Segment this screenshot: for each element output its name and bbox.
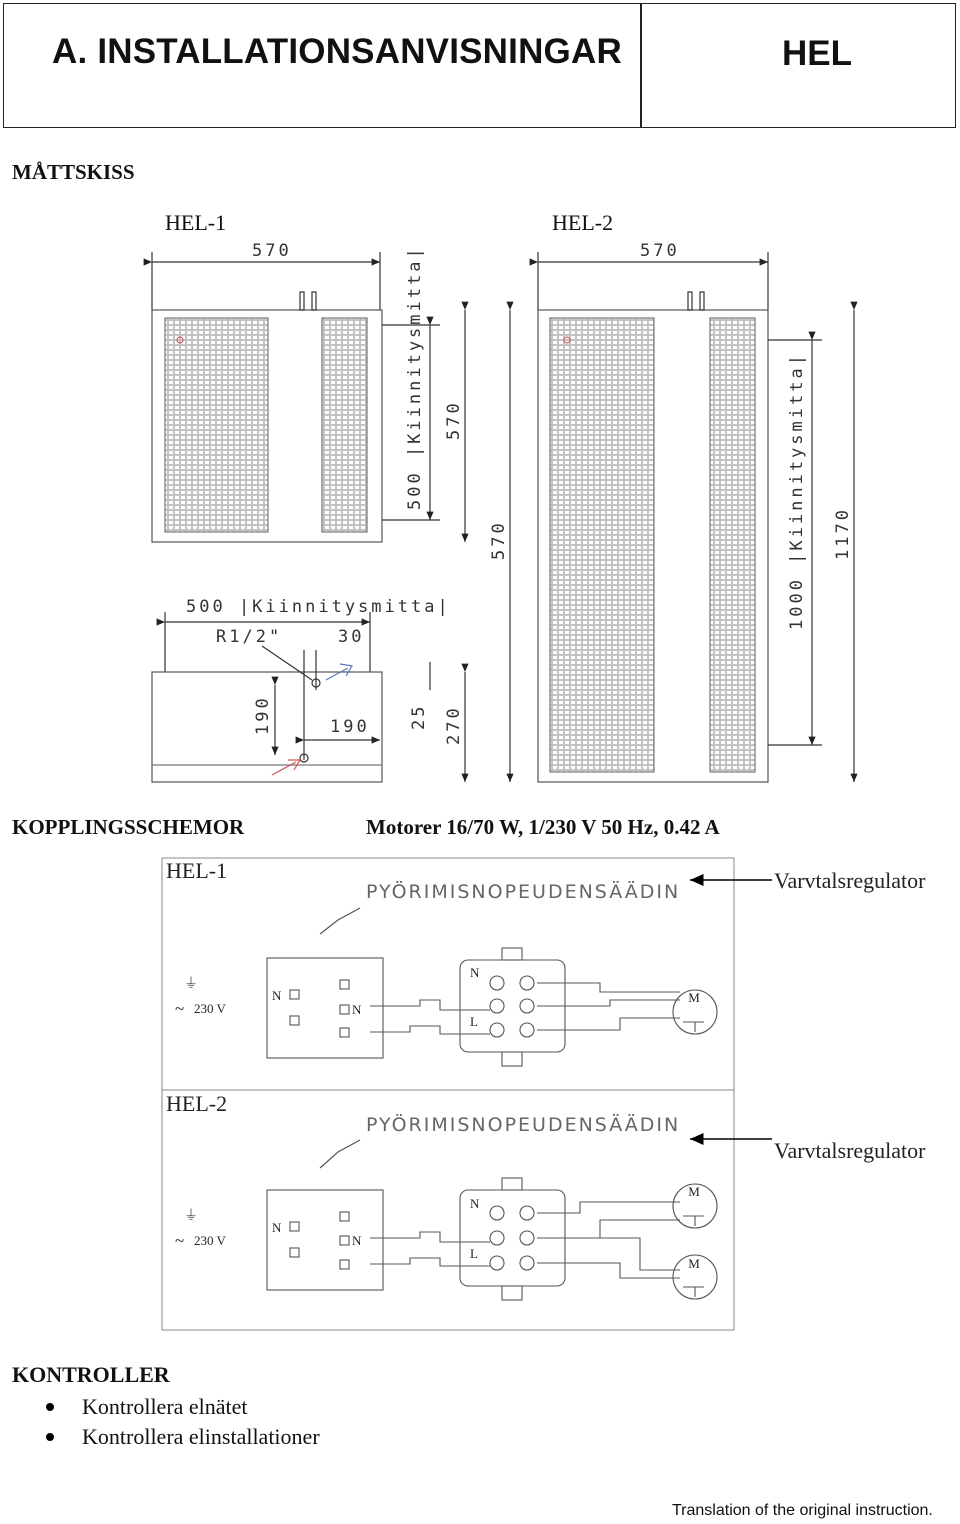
hel2-n-label-right: N	[352, 1233, 362, 1248]
hel2-terminal-n: N	[470, 1196, 480, 1211]
hel2-n-label-left: N	[272, 1220, 282, 1235]
bullet-icon	[46, 1403, 54, 1411]
hel1-height-dim: 570	[444, 400, 464, 440]
hel2-ac-symbol: ~	[175, 1231, 185, 1250]
hel2-wiring	[166, 1091, 926, 1300]
hel2-motor1-label: M	[688, 1184, 700, 1199]
product-code: HEL	[782, 34, 852, 73]
hel1-supply: 230 V	[194, 1001, 226, 1016]
hel1-n-label-left: N	[272, 988, 282, 1003]
footer-note: Translation of the original instruction.	[672, 1502, 933, 1519]
wiring-heading: KOPPLINGSSCHEMOR	[12, 815, 245, 839]
bullet-icon	[46, 1433, 54, 1441]
hel1-wiring	[166, 858, 926, 1066]
document-title: A. INSTALLATIONSANVISNINGAR	[52, 32, 622, 71]
hel1-width-dim: 570	[252, 241, 292, 261]
wiring-diagrams	[0, 850, 960, 1350]
check-item-label: Kontrollera elinstallationer	[82, 1424, 320, 1449]
pipe-spacing-h-dim: 190	[330, 717, 370, 737]
hel2-width-dim: 570	[640, 241, 680, 261]
pipe-dim: R1/2"	[216, 627, 283, 647]
hel2-wiring-label: HEL-2	[166, 1091, 228, 1116]
hel1-ac-symbol: ~	[175, 999, 185, 1018]
hel1-terminal-n: N	[470, 965, 480, 980]
list-item	[82, 1422, 320, 1452]
hel2-mount-dim: 1000 |Kiinnitysmitta|	[787, 352, 807, 630]
side-depth-dim: 270	[444, 705, 464, 745]
pipe-spacing-v-dim: 190	[253, 695, 273, 735]
hel1-wiring-label: HEL-1	[166, 858, 228, 883]
hel1-sketch-label: HEL-1	[165, 210, 227, 235]
hel2-controller-text: PYÖRIMISNOPEUDENSÄÄDIN	[366, 1114, 681, 1136]
hel1-ground-icon: ⏚	[184, 977, 198, 992]
list-item	[82, 1392, 320, 1422]
hel2-ground-icon: ⏚	[184, 1209, 198, 1224]
motor-spec: Motorer 16/70 W, 1/230 V 50 Hz, 0.42 A	[366, 815, 720, 839]
small-dim: 25	[409, 703, 429, 730]
check-item-label: Kontrollera elnätet	[82, 1394, 248, 1419]
offset-dim: 30	[338, 627, 365, 647]
hel2-supply: 230 V	[194, 1233, 226, 1248]
hel1-callout: Varvtalsregulator	[774, 868, 926, 893]
hel2-motor2-label: M	[688, 1256, 700, 1271]
hel2-callout: Varvtalsregulator	[774, 1138, 926, 1163]
dimension-sketch-heading: MÅTTSKISS	[12, 160, 135, 184]
hel1-terminal-l: L	[470, 1014, 478, 1029]
hel1-controller-text: PYÖRIMISNOPEUDENSÄÄDIN	[366, 881, 681, 903]
depth-dim: 570	[489, 520, 509, 560]
hel1-motor-label: M	[688, 990, 700, 1005]
hel2-terminal-l: L	[470, 1246, 478, 1261]
hel1-n-label-right: N	[352, 1002, 362, 1017]
checks-heading: KONTROLLER	[12, 1362, 170, 1387]
hel1-mount-dim: 500 |Kiinnitysmitta|	[405, 245, 425, 510]
side-mount-dim: 500 |Kiinnitysmitta|	[186, 597, 451, 617]
hel2-height-dim: 1170	[833, 507, 853, 560]
hel2-sketch-label: HEL-2	[552, 210, 614, 235]
checks-list	[12, 1392, 320, 1452]
checks-section	[12, 1362, 320, 1452]
